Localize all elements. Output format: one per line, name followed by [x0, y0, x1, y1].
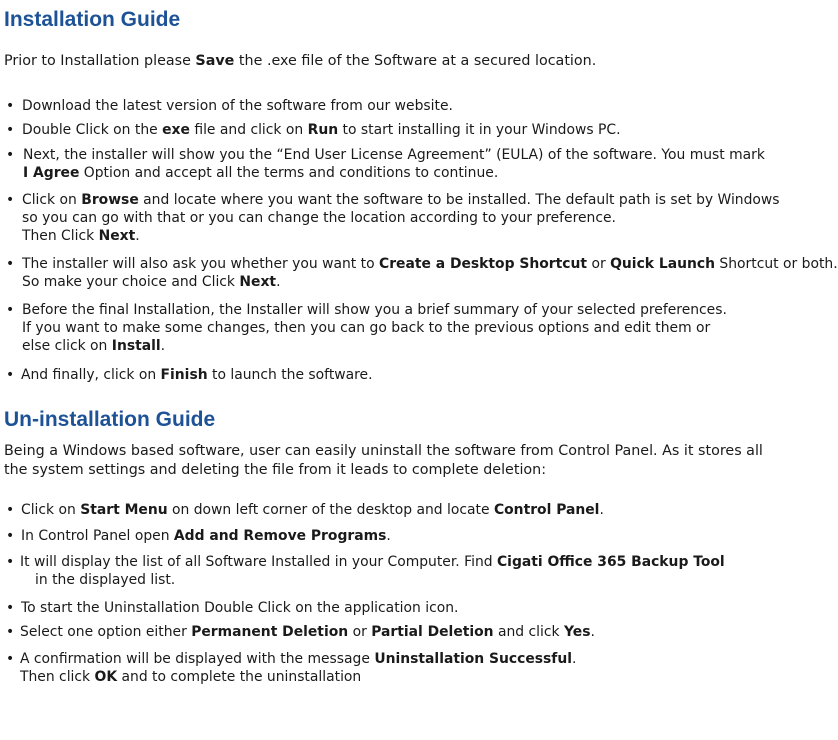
bold-term: Quick Launch [610, 256, 716, 272]
bullet: • [6, 624, 15, 640]
text-segment: . [276, 274, 281, 290]
installation-intro [4, 52, 596, 71]
uninstallation-guide-heading: Un-installation Guide [4, 408, 216, 431]
text-segment: the system settings and deleting the file from it leads to complete deletion: [4, 462, 547, 478]
bold-term: Finish [160, 367, 208, 383]
bold-term: Uninstallation Successful [374, 651, 573, 667]
bold-term: Yes [564, 624, 591, 640]
text-segment: Option and accept all the terms and conditions to continue. [79, 165, 499, 181]
text-segment: and locate where you want the software to be installed. The default path is set by Windows [138, 192, 780, 208]
bold-term: Add and Remove Programs [173, 528, 387, 544]
text-segment: or [348, 624, 372, 640]
bold-term: I Agree [23, 165, 80, 181]
bold-term: Run [307, 122, 339, 138]
bold-term: Control Panel [493, 502, 600, 518]
text-segment: And finally, click on [21, 367, 161, 383]
bold-term: Permanent Deletion [191, 624, 349, 640]
text-segment: else click on [22, 338, 112, 354]
text-segment: . [599, 502, 604, 518]
text-segment: Shortcut or both. [715, 256, 838, 272]
text-segment: so you can go with that or you can change the location according to your preference. [22, 210, 616, 226]
text-segment: on down left corner of the desktop and locate [167, 502, 494, 518]
bullet: • [6, 367, 15, 383]
text-segment: and click [493, 624, 564, 640]
bold-term: Install [111, 338, 161, 354]
text-segment: . [590, 624, 595, 640]
text-segment: Then click [20, 669, 95, 685]
install-step-7-line-1 [21, 366, 373, 384]
bullet: • [6, 192, 15, 208]
bold-term: Start Menu [80, 502, 168, 518]
uninstall-step-3-line-1 [20, 553, 725, 571]
text-segment: Download the latest version of the software from our website. [22, 98, 453, 114]
text-segment: Next, the installer will show you the “End User License Agreement” (EULA) of the software. You must mark [23, 147, 765, 163]
uninstall-step-1-line-1 [21, 501, 604, 519]
uninstall-step-4-line-1 [21, 599, 458, 617]
text-segment: the .exe file of the Software at a secured location. [234, 53, 597, 69]
install-step-4-line-2 [22, 209, 616, 227]
text-segment: in the displayed list. [35, 572, 176, 588]
bullet: • [6, 600, 15, 616]
bullet: • [6, 256, 15, 272]
uninstall-step-3-line-2 [35, 571, 175, 589]
uninstall-step-6-line-2 [20, 668, 361, 686]
bullet: • [6, 502, 15, 518]
uninstallation-intro-line-2 [4, 461, 763, 480]
bold-term: Save [195, 53, 235, 69]
install-step-6-line-2 [22, 319, 710, 337]
install-step-1-line-1 [22, 97, 453, 115]
text-segment: Prior to Installation please [4, 53, 196, 69]
uninstall-step-5-line-1 [20, 623, 595, 641]
bold-term: Browse [81, 192, 139, 208]
uninstallation-intro [4, 442, 763, 480]
install-step-6-line-3 [22, 337, 165, 355]
install-step-5-line-2 [22, 273, 280, 291]
text-segment: . [160, 338, 166, 354]
text-segment: . [572, 651, 577, 667]
text-segment: Select one option either [20, 624, 192, 640]
text-segment: In Control Panel open [21, 528, 174, 544]
bold-term: Cigati Office 365 Backup Tool [496, 554, 725, 570]
bullet: • [6, 98, 15, 114]
text-segment: To start the Uninstallation Double Click on the application icon. [21, 600, 459, 616]
text-segment: The installer will also ask you whether you want to [22, 256, 379, 272]
text-segment: Double Click on the [22, 122, 163, 138]
text-segment: A confirmation will be displayed with the message [20, 651, 375, 667]
bold-term: Next [98, 228, 136, 244]
text-segment: to start installing it in your Windows PC. [338, 122, 621, 138]
bullet: • [6, 554, 15, 570]
bold-term: OK [94, 669, 118, 685]
install-step-3-line-2 [23, 164, 498, 182]
install-step-5-line-1 [22, 255, 838, 273]
text-segment: and to complete the uninstallation [117, 669, 362, 685]
text-segment: Click on [21, 502, 81, 518]
install-step-3-line-1 [23, 146, 765, 164]
text-segment: Click on [22, 192, 82, 208]
uninstall-step-2-line-1 [21, 527, 391, 545]
text-segment: Before the final Installation, the Installer will show you a brief summary of your selected preferences. [22, 302, 727, 318]
text-segment: file and click on [189, 122, 308, 138]
install-step-2-line-1 [22, 121, 621, 139]
text-segment: It will display the list of all Software Installed in your Computer. Find [20, 554, 497, 570]
text-segment: Being a Windows based software, user can easily uninstall the software from Control Panel. As it stores all [4, 443, 763, 459]
bullet: • [6, 302, 15, 318]
text-segment: If you want to make some changes, then you can go back to the previous options and edit them or [22, 320, 711, 336]
text-segment: So make your choice and Click [22, 274, 240, 290]
text-segment: to launch the software. [207, 367, 373, 383]
bullet: • [6, 147, 15, 163]
uninstallation-intro-line-1 [4, 442, 763, 461]
text-segment: or [587, 256, 611, 272]
install-step-4-line-1 [22, 191, 780, 209]
text-segment: . [135, 228, 140, 244]
installation-guide-heading: Installation Guide [4, 8, 181, 31]
bold-term: Create a Desktop Shortcut [379, 256, 588, 272]
bullet: • [6, 122, 15, 138]
bullet: • [6, 651, 15, 667]
bullet: • [6, 528, 15, 544]
text-segment: Then Click [22, 228, 99, 244]
bold-term: Partial Deletion [371, 624, 494, 640]
text-segment: . [386, 528, 391, 544]
bold-term: exe [162, 122, 190, 138]
install-step-4-line-3 [22, 227, 140, 245]
uninstall-step-6-line-1 [20, 650, 576, 668]
bold-term: Next [239, 274, 277, 290]
install-step-6-line-1 [22, 301, 727, 319]
